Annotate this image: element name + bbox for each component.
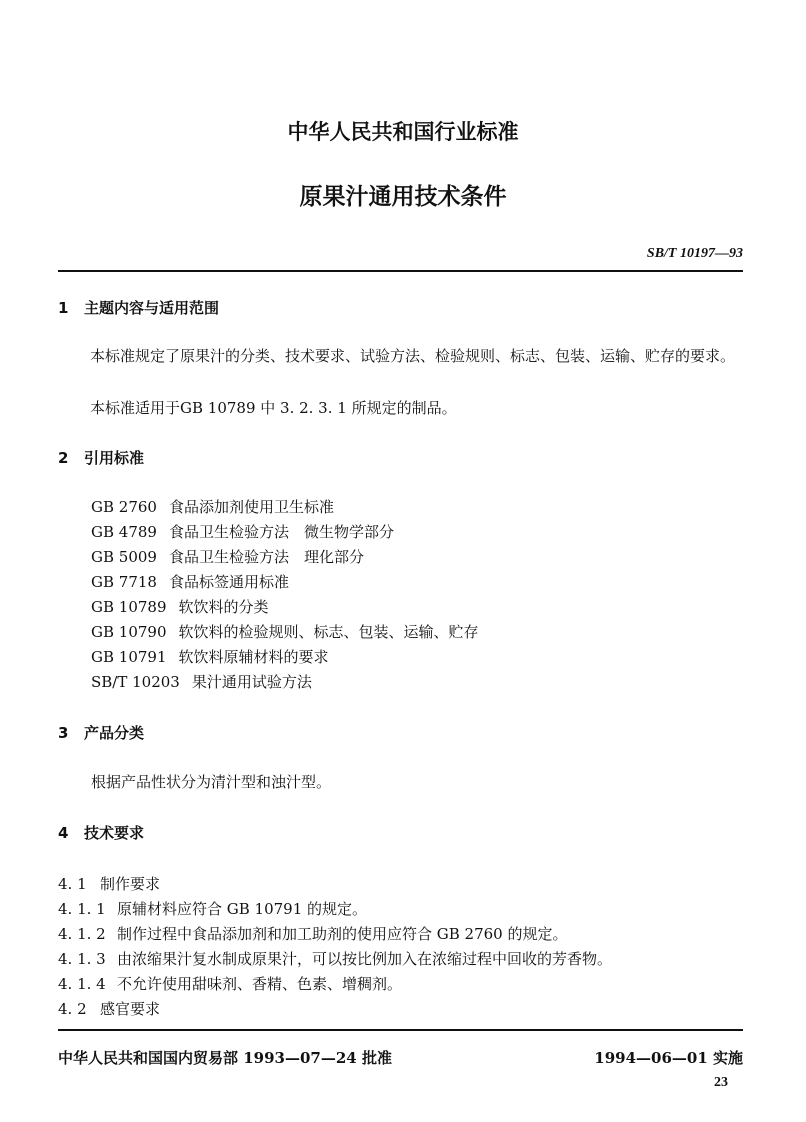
clause-text: 由浓缩果汁复水制成原果汁，可以按比例加入在浓缩过程中回收的芳香物。 (117, 950, 613, 968)
approval-line: 中华人民共和国国内贸易部 1993—07—24 批准 (58, 1049, 392, 1067)
section-1-paragraph-2: 本标准适用于GB 10789 中 3. 2. 3. 1 所规定的制品。 (90, 399, 457, 417)
section-number: 1 (58, 299, 69, 317)
clause-item (58, 898, 367, 919)
reference-name: 软饮料的分类 (178, 598, 269, 616)
section-title: 技术要求 (84, 824, 145, 842)
reference-code: GB 5009 (91, 548, 157, 566)
header-rule (58, 270, 743, 272)
reference-item (91, 546, 364, 567)
section-1-heading (58, 297, 219, 318)
reference-item (91, 646, 329, 667)
reference-item (91, 496, 334, 517)
reference-item (91, 671, 312, 692)
clause-item (58, 998, 160, 1019)
standard-code: SB/T 10197—93 (646, 246, 743, 261)
standard-series-title: 中华人民共和国行业标准 (287, 120, 519, 144)
clause-item (58, 923, 568, 944)
section-title: 主题内容与适用范围 (84, 299, 220, 317)
section-number: 2 (58, 449, 69, 467)
section-1-paragraph-1: 本标准规定了原果汁的分类、技术要求、试验方法、检验规则、标志、包装、运输、贮存的要求。 (90, 347, 736, 365)
clause-number: 4. 2 (58, 1000, 87, 1018)
document-title: 原果汁通用技术条件 (299, 184, 507, 210)
reference-name: 食品卫生检验方法 理化部分 (168, 548, 364, 566)
clause-text: 不允许使用甜味剂、香精、色素、增稠剂。 (117, 975, 403, 993)
clause-item (58, 873, 160, 894)
clause-text: 感官要求 (100, 1000, 161, 1018)
clause-number: 4. 1. 4 (58, 975, 106, 993)
section-3-heading (58, 722, 144, 743)
reference-code: SB/T 10203 (91, 673, 180, 691)
reference-name: 软饮料的检验规则、标志、包装、运输、贮存 (178, 623, 479, 641)
reference-name: 果汁通用试验方法 (191, 673, 312, 691)
clause-number: 4. 1. 3 (58, 950, 106, 968)
section-title: 引用标准 (84, 449, 145, 467)
reference-item (91, 521, 394, 542)
reference-code: GB 10789 (91, 598, 167, 616)
reference-code: GB 10791 (91, 648, 167, 666)
clause-number: 4. 1 (58, 875, 87, 893)
reference-code: GB 10790 (91, 623, 167, 641)
reference-item (91, 596, 269, 617)
page-number: 23 (714, 1075, 728, 1090)
reference-name: 食品卫生检验方法 微生物学部分 (168, 523, 394, 541)
clause-number: 4. 1. 1 (58, 900, 106, 918)
section-3-paragraph: 根据产品性状分为清汁型和浊汁型。 (91, 773, 332, 791)
clause-text: 制作要求 (100, 875, 161, 893)
reference-item (91, 571, 289, 592)
clause-item (58, 973, 402, 994)
reference-name: 食品添加剂使用卫生标准 (168, 498, 334, 516)
section-number: 3 (58, 724, 69, 742)
clause-number: 4. 1. 2 (58, 925, 106, 943)
section-title: 产品分类 (84, 724, 145, 742)
reference-name: 食品标签通用标准 (168, 573, 289, 591)
reference-code: GB 2760 (91, 498, 157, 516)
clause-item (58, 948, 612, 969)
reference-code: GB 7718 (91, 573, 157, 591)
reference-code: GB 4789 (91, 523, 157, 541)
reference-name: 软饮料原辅材料的要求 (178, 648, 329, 666)
reference-item (91, 621, 479, 642)
section-number: 4 (58, 824, 69, 842)
implementation-date: 1994—06—01 实施 (594, 1049, 743, 1067)
footer-rule (58, 1029, 743, 1031)
clause-text: 原辅材料应符合 GB 10791 的规定。 (117, 900, 368, 918)
section-4-heading (58, 822, 144, 843)
section-2-heading (58, 447, 144, 468)
clause-text: 制作过程中食品添加剂和加工助剂的使用应符合 GB 2760 的规定。 (117, 925, 568, 943)
